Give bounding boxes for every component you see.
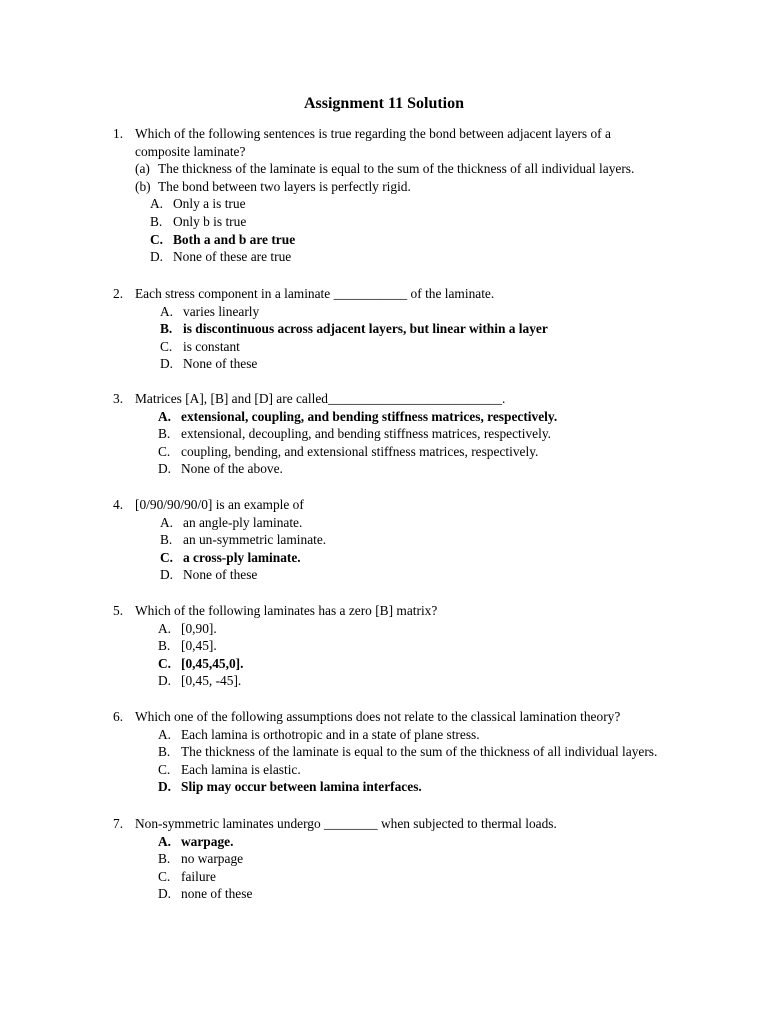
option-a: A. Each lamina is orthotropic and in a state of plane stress. — [158, 726, 480, 742]
option-b-correct: B. is discontinuous across adjacent layers, but linear within a layer — [160, 321, 548, 337]
question-6 — [113, 708, 713, 796]
option-d: D. None of these — [160, 567, 258, 583]
question-text-line: 7. Non-symmetric laminates undergo ________ when subjected to thermal loads. — [113, 816, 557, 831]
statement — [113, 178, 713, 196]
statement-text: The thickness of the laminate is equal to the sum of the thickness of all individual layers. — [158, 161, 635, 177]
question-number: 1. — [113, 126, 124, 141]
question-4 — [113, 496, 713, 584]
option-d: D. None of these — [160, 356, 258, 372]
option-c-correct: C. [0,45,45,0]. — [158, 655, 244, 671]
question-text-line: 2. Each stress component in a laminate ___________ of the laminate. — [113, 286, 495, 301]
option-c: C. is constant — [160, 338, 240, 354]
option-b: B. no warpage — [158, 851, 244, 867]
page-title: Assignment 11 Solution — [303, 95, 465, 112]
question-3 — [113, 390, 713, 478]
question-text-line: 1. Which of the following sentences is true regarding the bond between adjacent layers of a — [113, 126, 611, 141]
statement-label: (b) — [135, 178, 151, 194]
option-a-correct: A. extensional, coupling, and bending stiffness matrices, respectively. — [158, 408, 558, 424]
option-a: A. Only a is true — [150, 196, 246, 212]
option-d: D. none of these — [158, 886, 253, 902]
statement — [113, 160, 713, 178]
option-d: D. [0,45, -45]. — [158, 673, 242, 689]
option-a: A. an angle-ply laminate. — [160, 514, 303, 530]
question-number: 4. — [113, 497, 124, 512]
question-number: 5. — [113, 603, 124, 618]
question-text-line: 5. Which of the following laminates has a zero [B] matrix? — [113, 603, 438, 618]
question-number: 3. — [113, 391, 124, 406]
option-c: C. Each lamina is elastic. — [158, 761, 301, 777]
question-number: 6. — [113, 709, 124, 724]
option-b: B. extensional, decoupling, and bending stiffness matrices, respectively. — [158, 426, 552, 442]
question-5 — [113, 602, 713, 690]
option-d: D. None of these are true — [150, 249, 292, 265]
option-a-correct: A. warpage. — [158, 833, 234, 849]
statement-text: The bond between two layers is perfectly rigid. — [158, 178, 411, 194]
option-c: C. coupling, bending, and extensional stiffness matrices, respectively. — [158, 443, 539, 459]
option-b: B. an un-symmetric laminate. — [160, 532, 327, 548]
question-number: 2. — [113, 286, 124, 301]
option-b: B. The thickness of the laminate is equal to the sum of the thickness of all individual layers. — [158, 744, 658, 760]
question-text-line: composite laminate? — [135, 143, 246, 159]
option-d-correct: D. Slip may occur between lamina interfaces. — [158, 779, 422, 795]
option-a: A. [0,90]. — [158, 620, 217, 636]
question-1 — [113, 125, 713, 266]
question-2 — [113, 285, 713, 373]
question-number: 7. — [113, 816, 124, 831]
statement-label: (a) — [135, 161, 150, 177]
option-b: B. [0,45]. — [158, 638, 217, 654]
option-c-correct: C. a cross-ply laminate. — [160, 549, 301, 565]
question-text-line: 3. Matrices [A], [B] and [D] are called__________________________. — [113, 391, 506, 406]
question-text-line: 6. Which one of the following assumptions does not relate to the classical lamination theory? — [113, 709, 621, 724]
option-a: A. varies linearly — [160, 303, 260, 319]
question-7 — [113, 815, 713, 903]
option-c: C. failure — [158, 868, 216, 884]
option-b: B. Only b is true — [150, 213, 247, 229]
option-d: D. None of the above. — [158, 461, 283, 477]
option-c-correct: C. Both a and b are true — [150, 231, 296, 247]
question-text-line: 4. [0/90/90/90/0] is an example of — [113, 497, 304, 512]
